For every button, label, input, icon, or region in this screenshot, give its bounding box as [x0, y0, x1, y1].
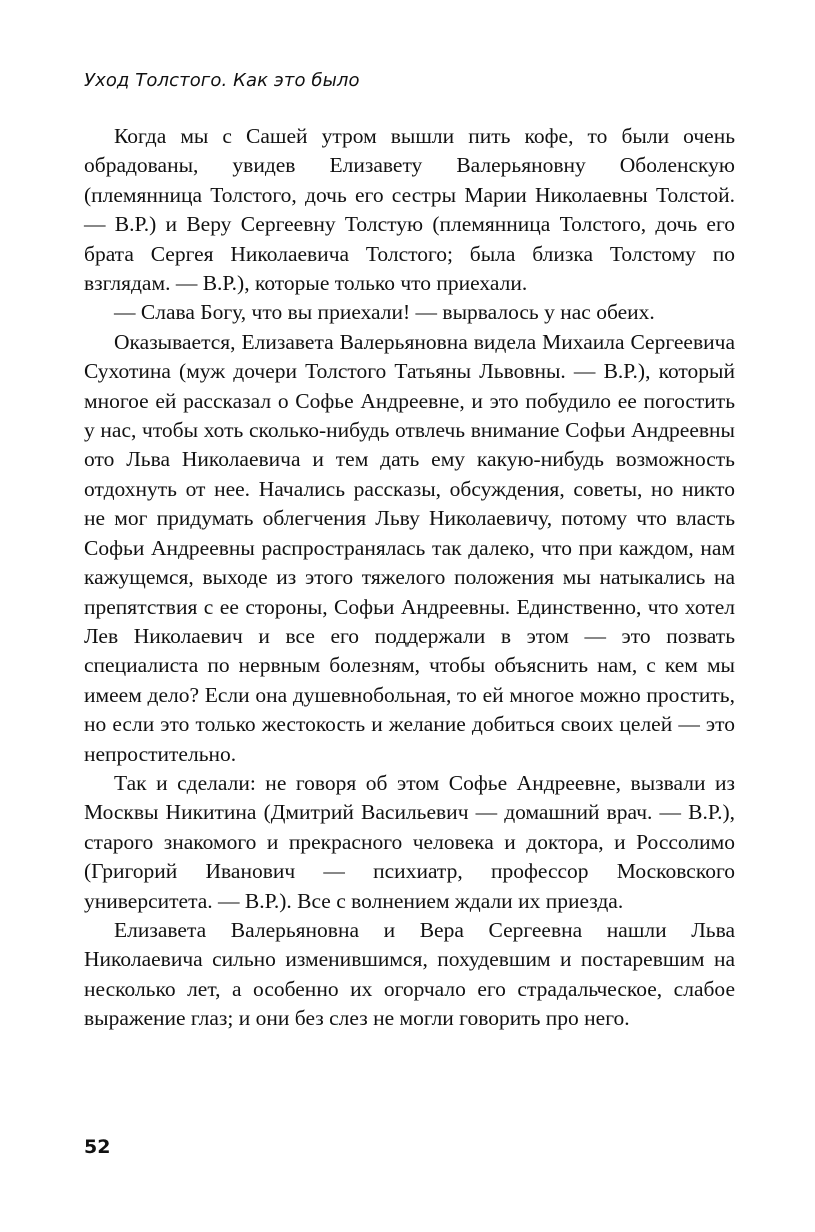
- paragraph: Так и сделали: не говоря об этом Софье Андреевне, вызвали из Москвы Никитина (Дмитрий Васильевич — домашний врач. — В.Р.), старого знакомого и прекрасного человека и доктора, и Россолимо (Григорий Иванович — психиатр, профессор Московского университета. — В.Р.). Все с волнением ждали их приезда.: [84, 770, 735, 913]
- paragraph: Когда мы с Сашей утром вышли пить кофе, то были очень обрадованы, увидев Елизавету Валерьяновну Оболенскую (племянница Толстого, дочь его сестры Марии Николаевны Толстой. — В.Р.) и Веру Сергеевну Толстую (племянница Толстого, дочь его брата Сергея Николаевича Толстого; была близка Толстому по взглядам. — В.Р.), которые только что приехали.: [84, 124, 735, 296]
- body-text: [84, 122, 735, 1034]
- paragraph: Елизавета Валерьяновна и Вера Сергеевна нашли Льва Николаевича сильно изменившимся, похудевшим и постаревшим на несколько лет, а особенно их огорчало его страдальческое, слабое выражение глаз; и они без слез не могли говорить про него.: [84, 917, 735, 1031]
- paragraph: Оказывается, Елизавета Валерьяновна видела Михаила Сергеевича Сухотина (муж дочери Толстого Татьяны Львовны. — В.Р.), который многое ей рассказал о Софье Андреевне, и это побудило ее погостить у нас, чтобы хоть сколько-нибудь отвлечь внимание Софьи Андреевны ото Льва Николаевича и тем дать ему какую-нибудь возможность отдохнуть от нее. Начались рассказы, обсуждения, советы, но никто не мог придумать облегчения Льву Николаевичу, потому что власть Софьи Андреевны распространялась так далеко, что при каждом, нам кажущемся, выходе из этого тяжелого положения мы натыкались на препятствия с ее стороны, Софьи Андреевны. Единственно, что хотел Лев Николаевич и все его поддержали в этом — это позвать специалиста по нервным болезням, чтобы объяснить нам, с кем мы имеем дело? Если она душевнобольная, то ей многое можно простить, но если это только жестокость и желание добиться своих целей — это непростительно.: [84, 329, 735, 766]
- paragraph: — Слава Богу, что вы приехали! — вырвалось у нас обеих.: [114, 300, 655, 325]
- page-number: 52: [84, 1136, 111, 1158]
- running-header: Уход Толстого. Как это было: [84, 70, 360, 91]
